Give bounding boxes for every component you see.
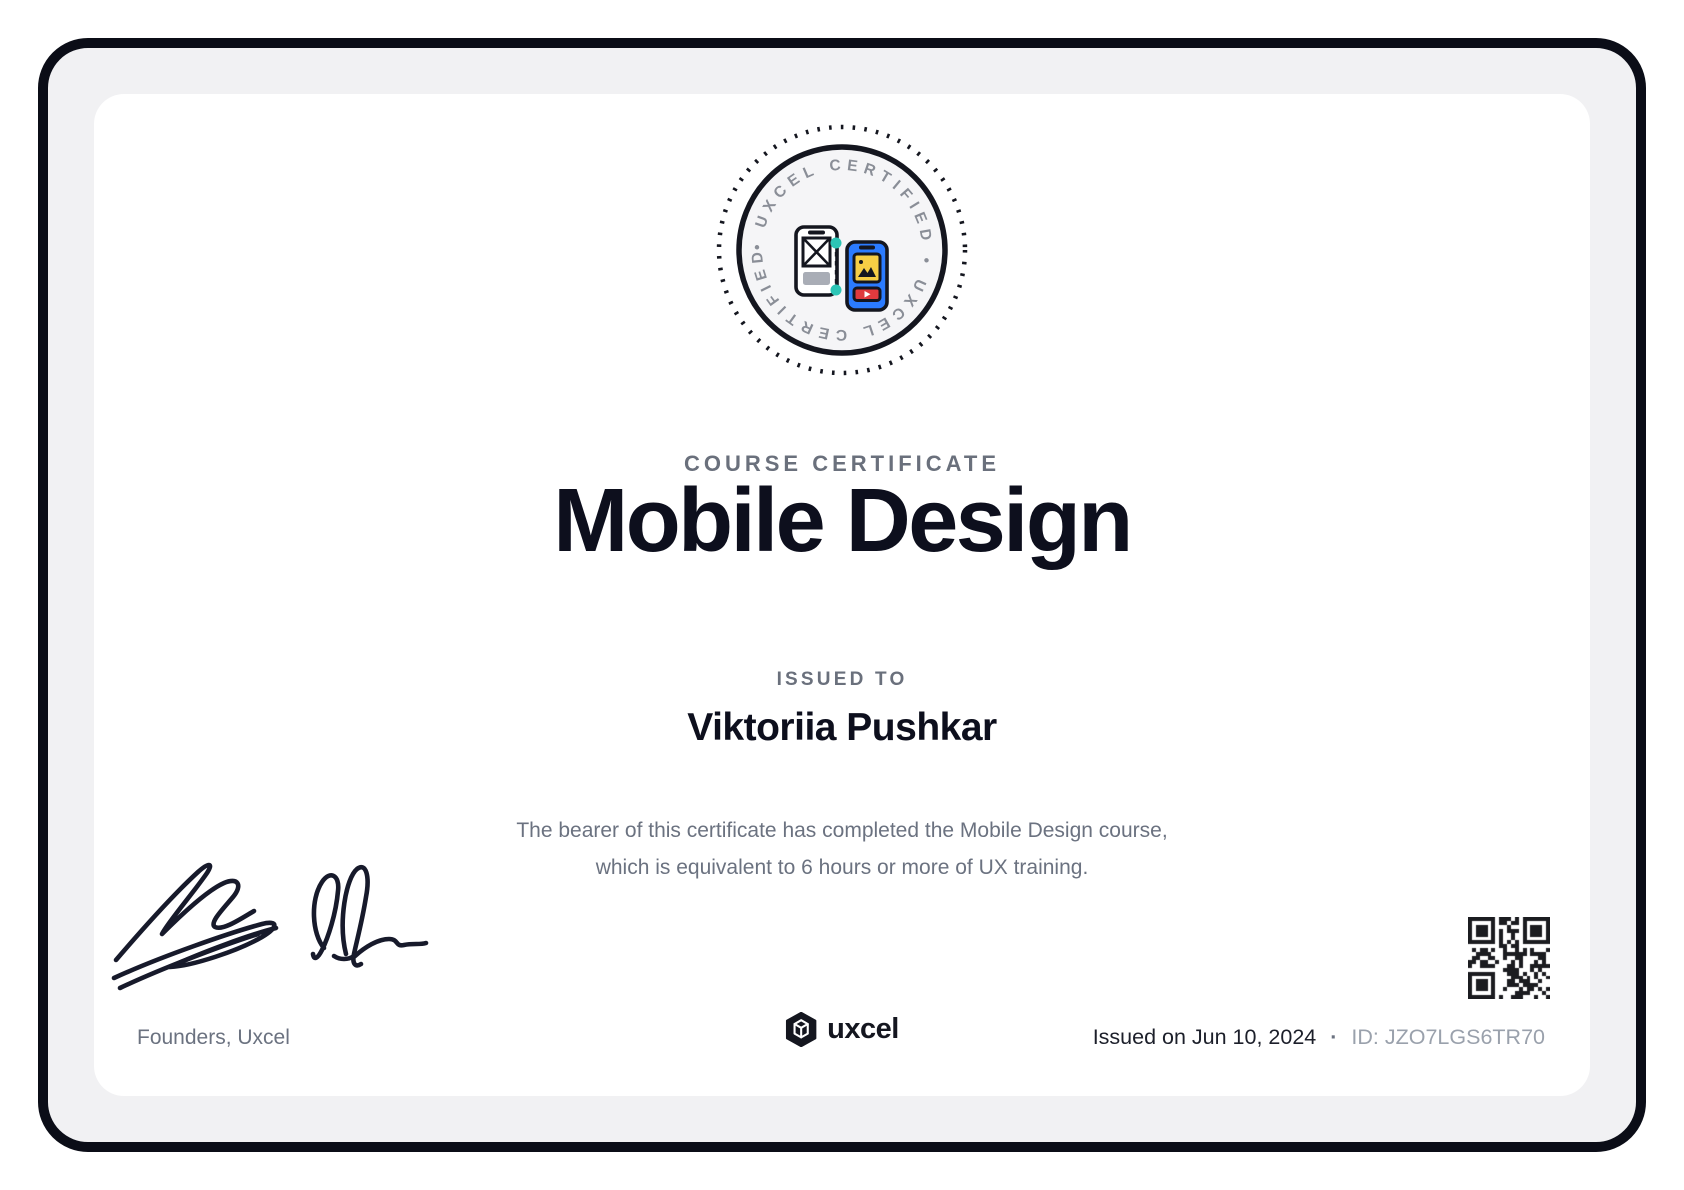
issue-separator: · xyxy=(1330,1025,1338,1049)
issue-date: Issued on Jun 10, 2024 xyxy=(1092,1025,1317,1049)
wireframe-phone-icon xyxy=(796,227,837,295)
qr-code xyxy=(1468,917,1550,999)
mobile-app-phone-icon xyxy=(847,242,887,310)
badge-disc xyxy=(739,147,945,353)
certificate-id: ID: JZO7LGS6TR70 xyxy=(1351,1025,1545,1049)
badge-ring-text: • UXCEL CERTIFIED • UXCEL CERTIFIED xyxy=(748,156,936,344)
course-title: Mobile Design xyxy=(553,471,1131,571)
uxcel-certified-badge xyxy=(708,116,976,384)
recipient-name: Viktoriia Pushkar xyxy=(687,706,997,749)
signature-caption: Founders, Uxcel xyxy=(137,1026,290,1049)
uxcel-cube-icon xyxy=(785,1012,817,1047)
issue-info xyxy=(1093,1025,1545,1050)
course-certificate-kicker: COURSE CERTIFICATE xyxy=(683,451,1001,476)
founders-signatures xyxy=(110,838,440,996)
description-line-1: The bearer of this certificate has completed the Mobile Design course, xyxy=(516,819,1168,842)
uxcel-logo xyxy=(785,1012,899,1047)
description-line-2: which is equivalent to 6 hours or more of UX training. xyxy=(595,856,1089,879)
issued-to-label: ISSUED TO xyxy=(776,669,908,690)
brand-name: uxcel xyxy=(827,1013,899,1045)
